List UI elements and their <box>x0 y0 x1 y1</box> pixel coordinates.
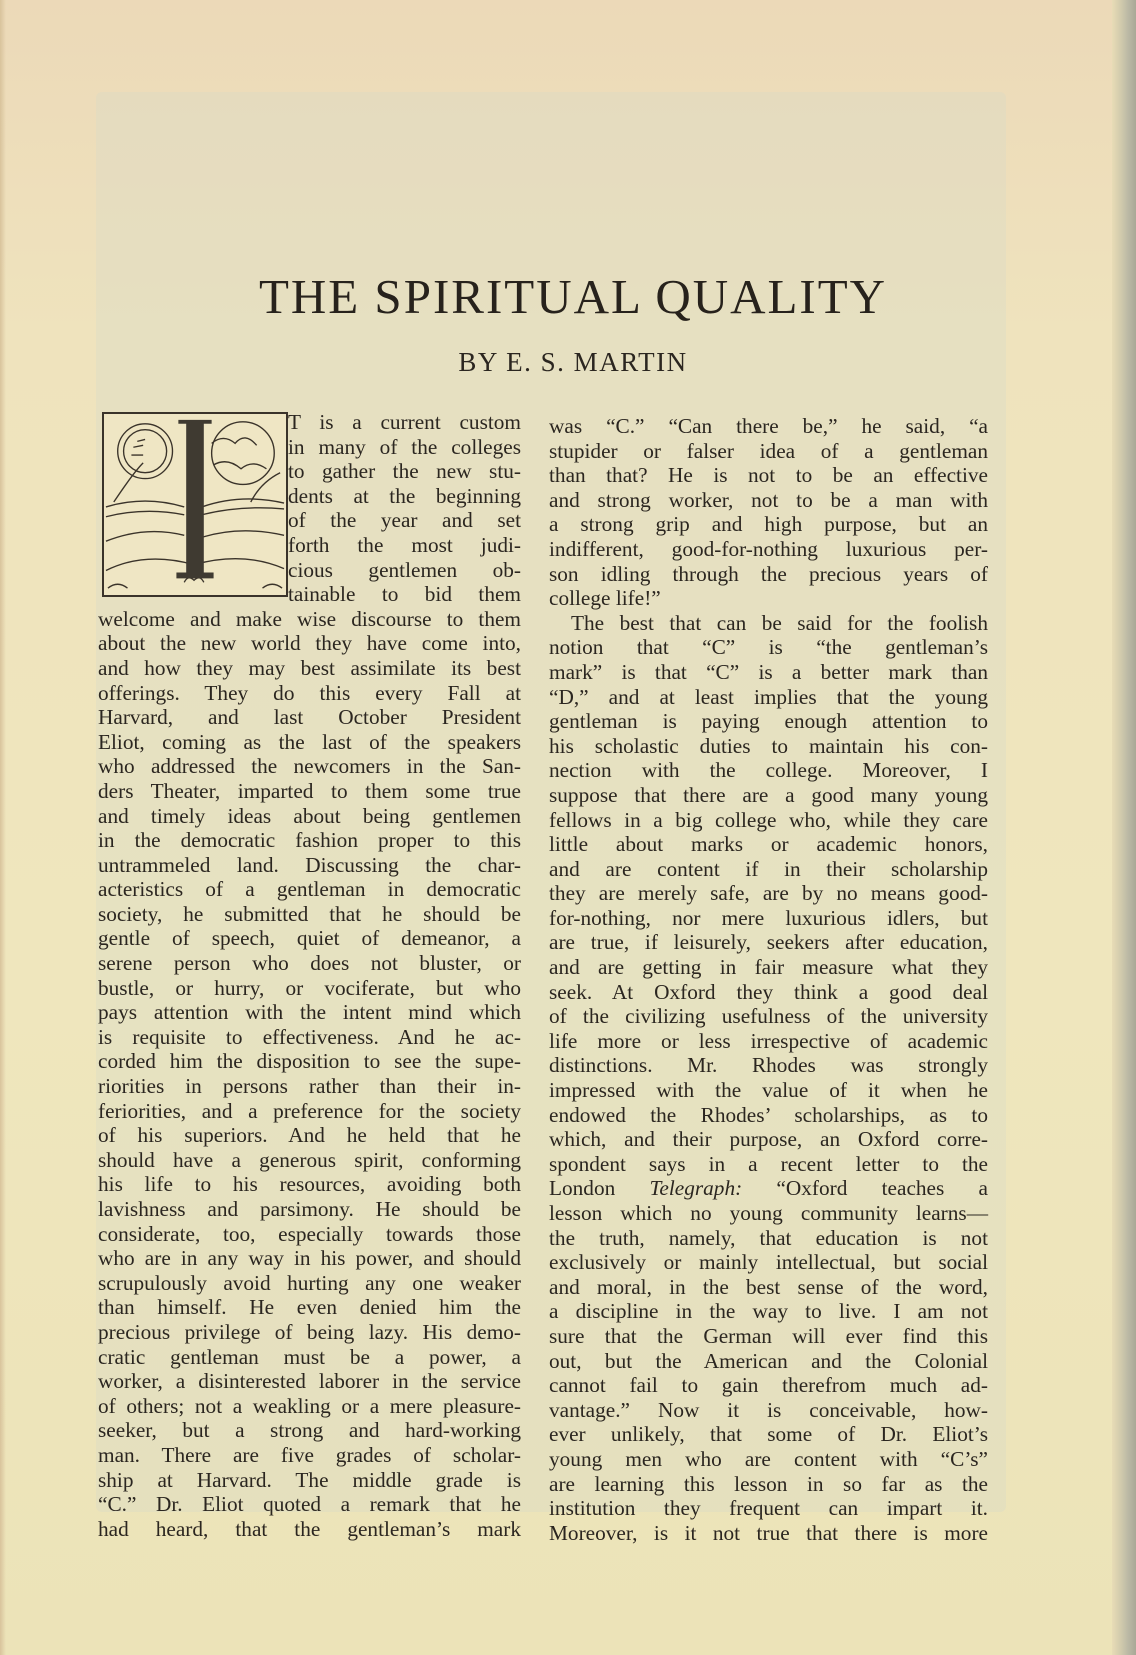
text-line: institution they frequent can impart it. <box>549 1496 988 1521</box>
text-line: welcome and make wise discourse to them <box>98 606 521 631</box>
text-line: forth the most judi- <box>288 532 521 557</box>
text-line: and are content if in their scholarship <box>549 856 988 881</box>
text-line: Eliot, coming as the last of the speakers <box>98 729 521 754</box>
text-line: pays attention with the intent mind which <box>98 1000 521 1025</box>
text-line: cious gentlemen ob- <box>288 557 521 582</box>
text-line: a strong grip and high purpose, but an <box>549 512 988 537</box>
text-line: and strong worker, not to be a man with <box>549 487 988 512</box>
text-line: in many of the colleges <box>288 434 521 459</box>
right-column <box>549 414 988 1545</box>
text-line <box>549 1176 988 1201</box>
text-line: who addressed the newcomers in the San- <box>98 754 521 779</box>
page-right-edge <box>1112 0 1136 1655</box>
text-line: Moreover, is it not true that there is more <box>549 1520 988 1545</box>
text-line: a discipline in the way to live. I am not <box>549 1299 988 1324</box>
text-line: which, and their purpose, an Oxford corre- <box>549 1127 988 1152</box>
text-line: offerings. They do this every Fall at <box>98 680 521 705</box>
text-line: son idling through the precious years of <box>549 561 988 586</box>
text-line: endowed the Rhodes’ scholarships, as to <box>549 1102 988 1127</box>
text-line: and timely ideas about being gentlemen <box>98 803 521 828</box>
text-line: who are in any way in his power, and should <box>98 1246 521 1271</box>
text-line: ever unlikely, that some of Dr. Eliot’s <box>549 1422 988 1447</box>
text-line: and are getting in fair measure what they <box>549 955 988 980</box>
text-line: cratic gentleman must be a power, a <box>98 1344 521 1369</box>
text-line: T is a current custom <box>288 410 521 434</box>
text-line: to gather the new stu- <box>288 459 521 484</box>
text-line: lesson which no young community learns— <box>549 1201 988 1225</box>
text-line: gentleman is paying enough attention to <box>549 709 988 734</box>
text-line: bustle, or hurry, or vociferate, but who <box>98 975 521 1000</box>
text-segment: “Oxford teaches a <box>742 1176 988 1201</box>
text-line: stupider or falser idea of a gentleman <box>549 438 988 463</box>
text-line: indifferent, good-for-nothing luxurious per- <box>549 536 988 561</box>
text-line: man. There are five grades of scholar- <box>98 1442 521 1467</box>
text-line: notion that “C” is “the gentleman’s <box>549 635 988 660</box>
text-line: “D,” and at least implies that the young <box>549 684 988 709</box>
text-line: than that? He is not to be an effective <box>549 463 988 488</box>
text-line: little about marks or academic honors, <box>549 832 988 857</box>
text-line: tainable to bid them <box>288 582 521 607</box>
text-line: had heard, that the gentleman’s mark <box>98 1516 521 1541</box>
text-line: of others; not a weakling or a mere pleasure- <box>98 1393 521 1418</box>
article-byline: BY E. S. MARTIN <box>458 347 688 377</box>
text-line: ship at Harvard. The middle grade is <box>98 1467 521 1492</box>
text-line: riorities in persons rather than their in- <box>98 1074 521 1099</box>
text-line: about the new world they have come into, <box>98 631 521 656</box>
page-left-edge <box>0 0 6 1655</box>
text-line: scrupulously avoid hurting any one weaker <box>98 1270 521 1295</box>
text-line: and how they may best assimilate its best <box>98 655 521 680</box>
text-line: his life to his resources, avoiding both <box>98 1172 521 1197</box>
text-line: they are merely safe, are by no means good- <box>549 881 988 906</box>
text-line: in the democratic fashion proper to this <box>98 828 521 853</box>
text-line: out, but the American and the Colonial <box>549 1348 988 1373</box>
text-line: than himself. He even denied him the <box>98 1295 521 1320</box>
text-line: fellows in a big college who, while they care <box>549 807 988 832</box>
text-line: of the year and set <box>288 508 521 533</box>
text-line: serene person who does not bluster, or <box>98 951 521 976</box>
text-line: impressed with the value of it when he <box>549 1078 988 1103</box>
text-line: college life!” <box>549 586 661 611</box>
text-line: dents at the beginning <box>288 483 521 508</box>
text-line: are learning this lesson in so far as the <box>549 1471 988 1496</box>
text-line: his scholastic duties to maintain his con- <box>549 733 988 758</box>
text-line: sure that the German will ever find this <box>549 1323 988 1348</box>
text-line: exclusively or mainly intellectual, but social <box>549 1250 988 1275</box>
text-line: spondent says in a recent letter to the <box>549 1151 988 1176</box>
text-line: “C.” Dr. Eliot quoted a remark that he <box>98 1492 521 1517</box>
text-line: ders Theater, imparted to them some true <box>98 778 521 803</box>
text-line: considerate, too, especially towards those <box>98 1221 521 1246</box>
text-line: of his superiors. And he held that he <box>98 1123 521 1148</box>
text-line: society, he submitted that he should be <box>98 901 521 926</box>
text-line: the truth, namely, that education is not <box>549 1225 988 1250</box>
text-line: cannot fail to gain therefrom much ad- <box>549 1373 988 1398</box>
text-line: young men who are content with “C’s” <box>549 1446 988 1471</box>
text-line: untrammeled land. Discussing the char- <box>98 852 521 877</box>
left-column <box>98 410 521 1541</box>
text-line: precious privilege of being lazy. His demo- <box>98 1319 521 1344</box>
text-line: vantage.” Now it is conceivable, how- <box>549 1397 988 1422</box>
text-line: seeker, but a strong and hard-working <box>98 1418 521 1443</box>
text-line: gentle of speech, quiet of demeanor, a <box>98 926 521 951</box>
text-line: mark” is that “C” is a better mark than <box>549 659 988 684</box>
text-line: for-nothing, nor mere luxurious idlers, but <box>549 905 988 930</box>
text-line: seek. At Oxford they think a good deal <box>549 979 988 1004</box>
text-line: Harvard, and last October President <box>98 705 521 730</box>
text-line: distinctions. Mr. Rhodes was strongly <box>549 1053 988 1078</box>
text-line: of the civilizing usefulness of the university <box>549 1004 988 1029</box>
text-line: is requisite to effectiveness. And he ac- <box>98 1024 521 1049</box>
text-line: are true, if leisurely, seekers after education, <box>549 930 988 955</box>
text-line: suppose that there are a good many young <box>549 782 988 807</box>
text-line: was “C.” “Can there be,” he said, “a <box>549 414 988 438</box>
text-line: life more or less irrespective of academic <box>549 1028 988 1053</box>
newspaper-name: Telegraph: <box>649 1176 743 1201</box>
text-line: The best that can be said for the foolish <box>571 610 988 635</box>
text-line: feriorities, and a preference for the society <box>98 1098 521 1123</box>
text-line: acteristics of a gentleman in democratic <box>98 877 521 902</box>
text-line: should have a generous spirit, conforming <box>98 1147 521 1172</box>
text-segment: London <box>549 1176 650 1201</box>
text-line: lavishness and parsimony. He should be <box>98 1197 521 1221</box>
text-line: nection with the college. Moreover, I <box>549 758 988 783</box>
article-title: THE SPIRITUAL QUALITY <box>258 269 888 324</box>
text-line: and moral, in the best sense of the word, <box>549 1274 988 1299</box>
text-line: corded him the disposition to see the supe- <box>98 1049 521 1074</box>
text-line: worker, a disinterested laborer in the service <box>98 1369 521 1394</box>
